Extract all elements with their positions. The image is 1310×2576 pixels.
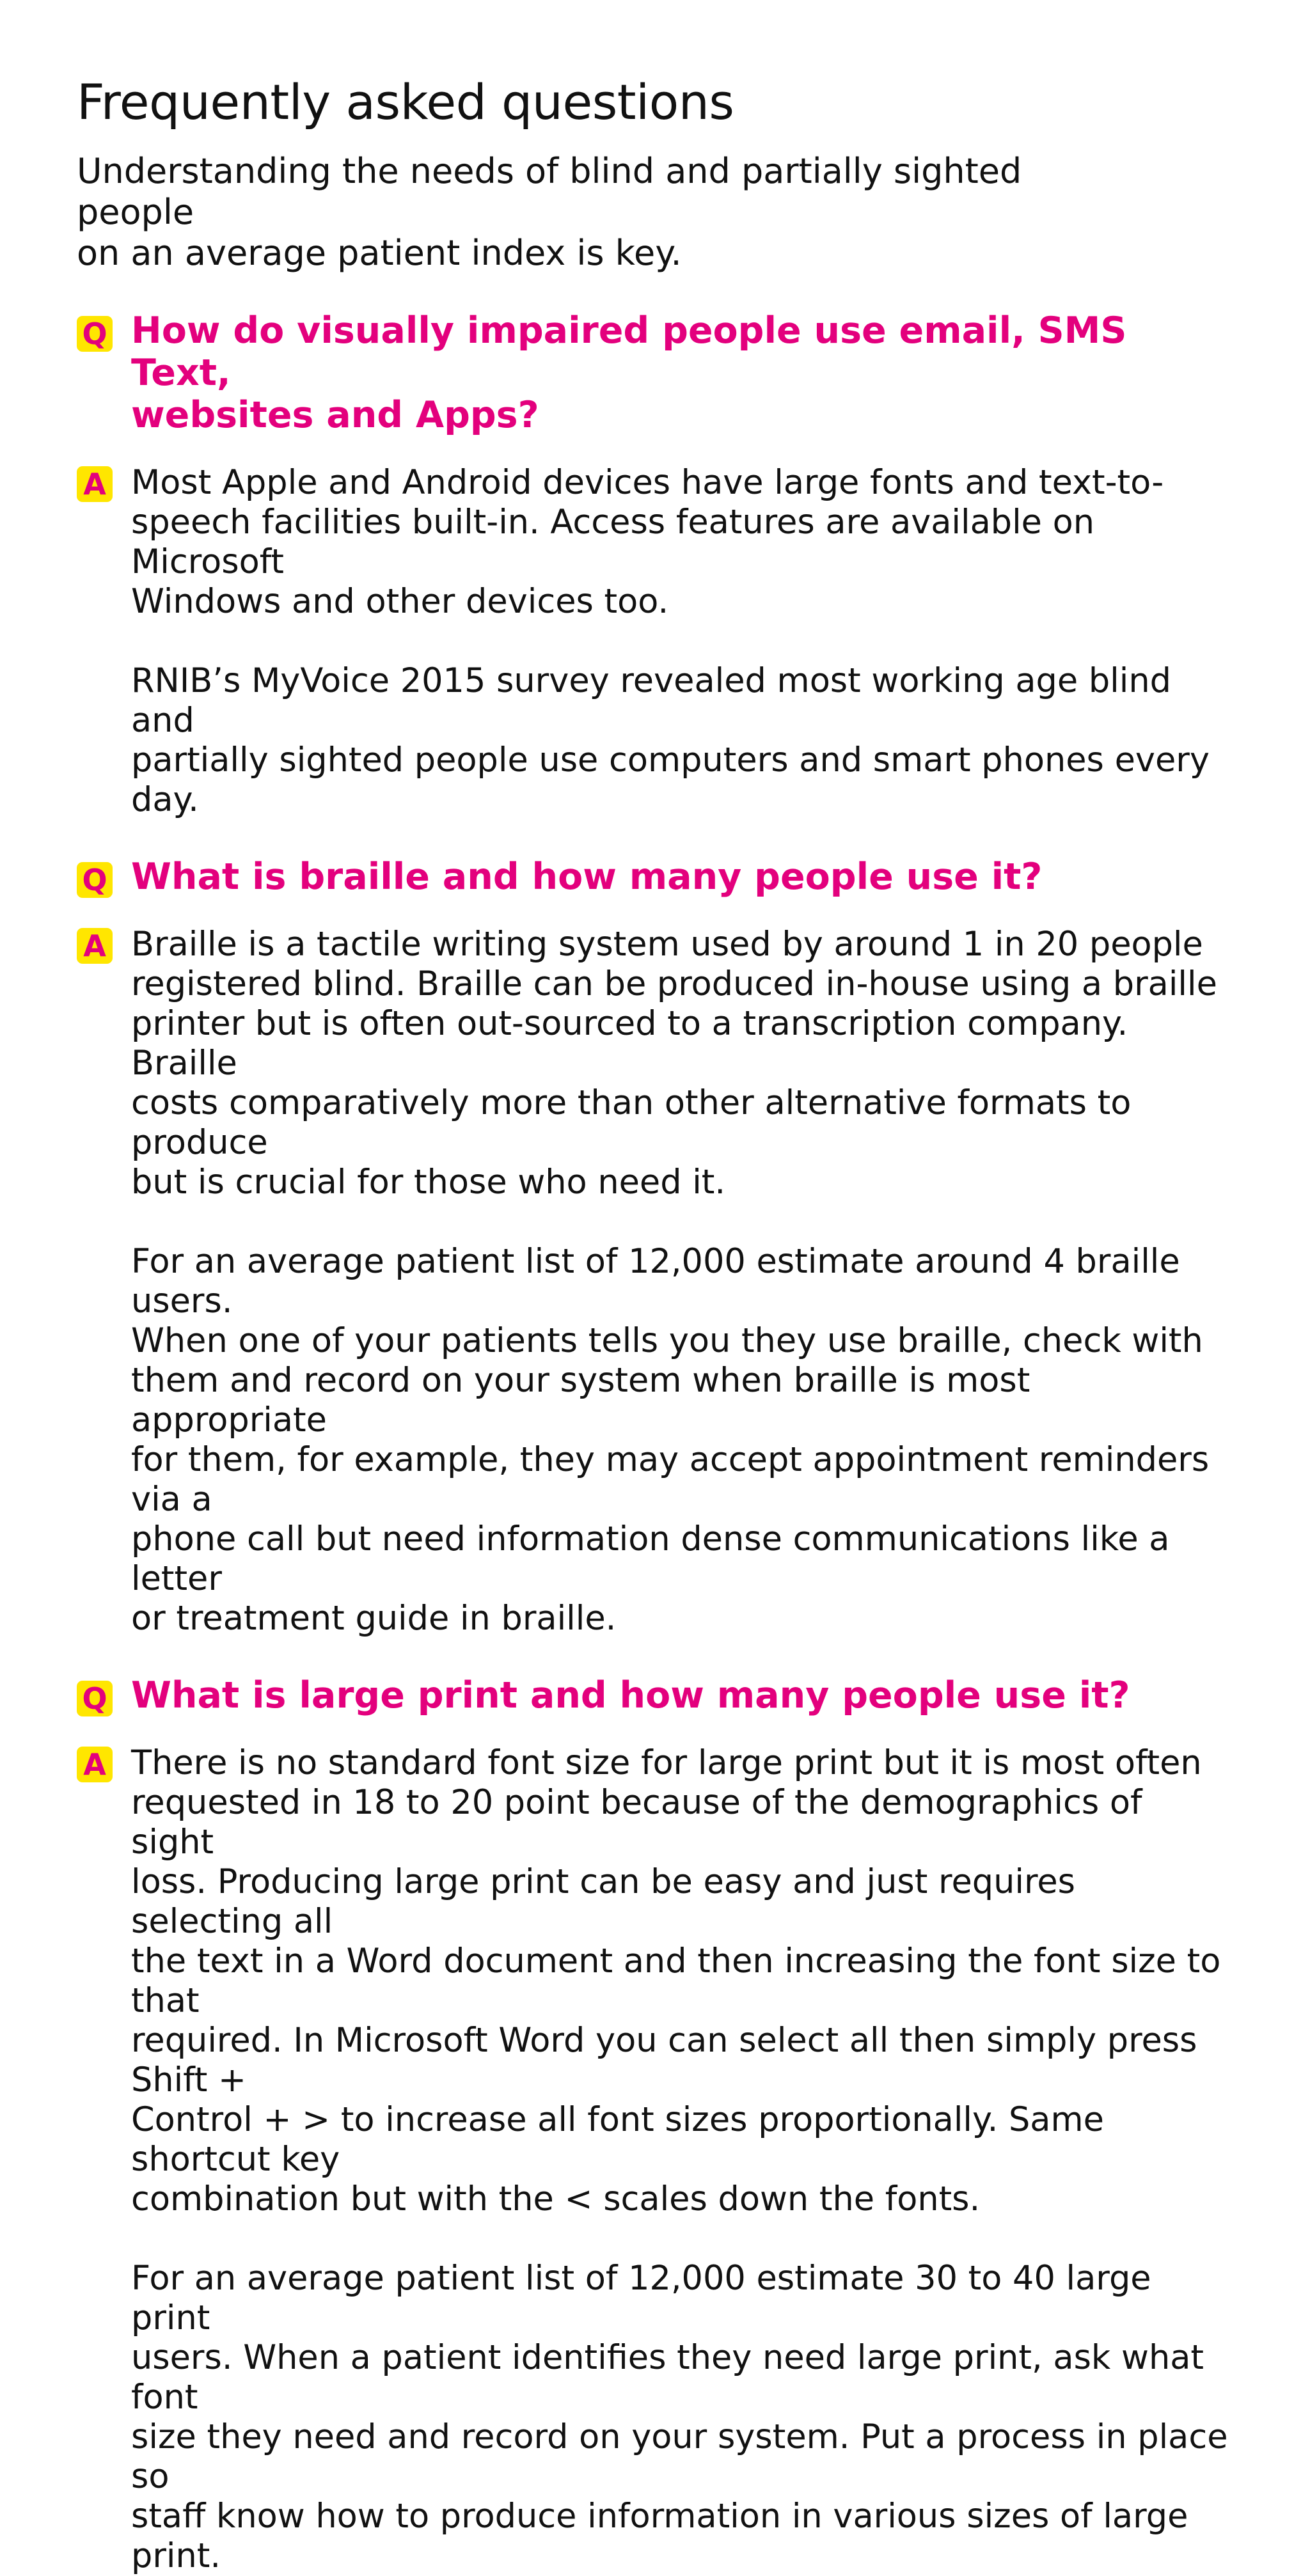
answer-badge: A: [77, 1747, 113, 1782]
answer-paragraph: Most Apple and Android devices have large fonts and text-to- speech facilities built-in. Access features are available on Microsoft Windows and other devices too.: [131, 463, 1164, 621]
page-title: Frequently asked questions: [77, 74, 734, 130]
answer-paragraph: Braille is a tactile writing system used by around 1 in 20 people registered blind. Braille can be produced in-house using a braille printer but is often out-sourced to a transcription company. Braille costs comparatively more than other alternative formats to produce but is crucial for those who need it.: [131, 925, 1217, 1202]
answer-badge: A: [77, 466, 113, 502]
answer-paragraph: RNIB’s MyVoice 2015 survey revealed most working age blind and partially sighted people use computers and smart phones every day.: [131, 661, 1210, 819]
faq-question-3: [77, 1674, 1233, 1716]
faq-answer-3: [77, 1743, 1233, 2576]
question-text: What is braille and how many people use it?: [131, 856, 1043, 898]
intro-text: Understanding the needs of blind and partially sighted people on an average patient index is key.: [77, 151, 1022, 273]
answer-paragraph: For an average patient list of 12,000 estimate 30 to 40 large print users. When a patient identifies they need large print, ask what font size they need and record on your system. Put a process in place so staff know how to produce information in various sizes of large print.: [131, 2259, 1228, 2575]
answer-paragraph: For an average patient list of 12,000 estimate around 4 braille users. When one of your patients tells you they use braille, check with them and record on your system when braille is most appropriate for them, for example, they may accept appointment reminders via a phone call but need information dense communications like a letter or treatment guide in braille.: [131, 1242, 1210, 1638]
question-text: How do visually impaired people use email, SMS Text, websites and Apps?: [131, 310, 1127, 436]
question-badge: Q: [77, 1681, 113, 1716]
faq-question-2: [77, 856, 1233, 898]
question-badge: Q: [77, 862, 113, 898]
question-badge: Q: [77, 316, 113, 352]
faq-answer-1: [77, 463, 1233, 820]
question-text: What is large print and how many people use it?: [131, 1674, 1130, 1716]
answer-paragraph: There is no standard font size for large print but it is most often requested in 18 to 20 point because of the demographics of sight loss. Producing large print can be easy and just requires selecting all the text in a Word document and then increasing the font size to that required. In Microsoft Word you can select all then simply press Shift + Control + > to increase all font sizes proportionally. Same shortcut key combination but with the < scales down the fonts.: [131, 1743, 1221, 2219]
faq-question-1: [77, 310, 1233, 436]
faq-answer-2: [77, 925, 1233, 1638]
answer-badge: A: [77, 928, 113, 964]
